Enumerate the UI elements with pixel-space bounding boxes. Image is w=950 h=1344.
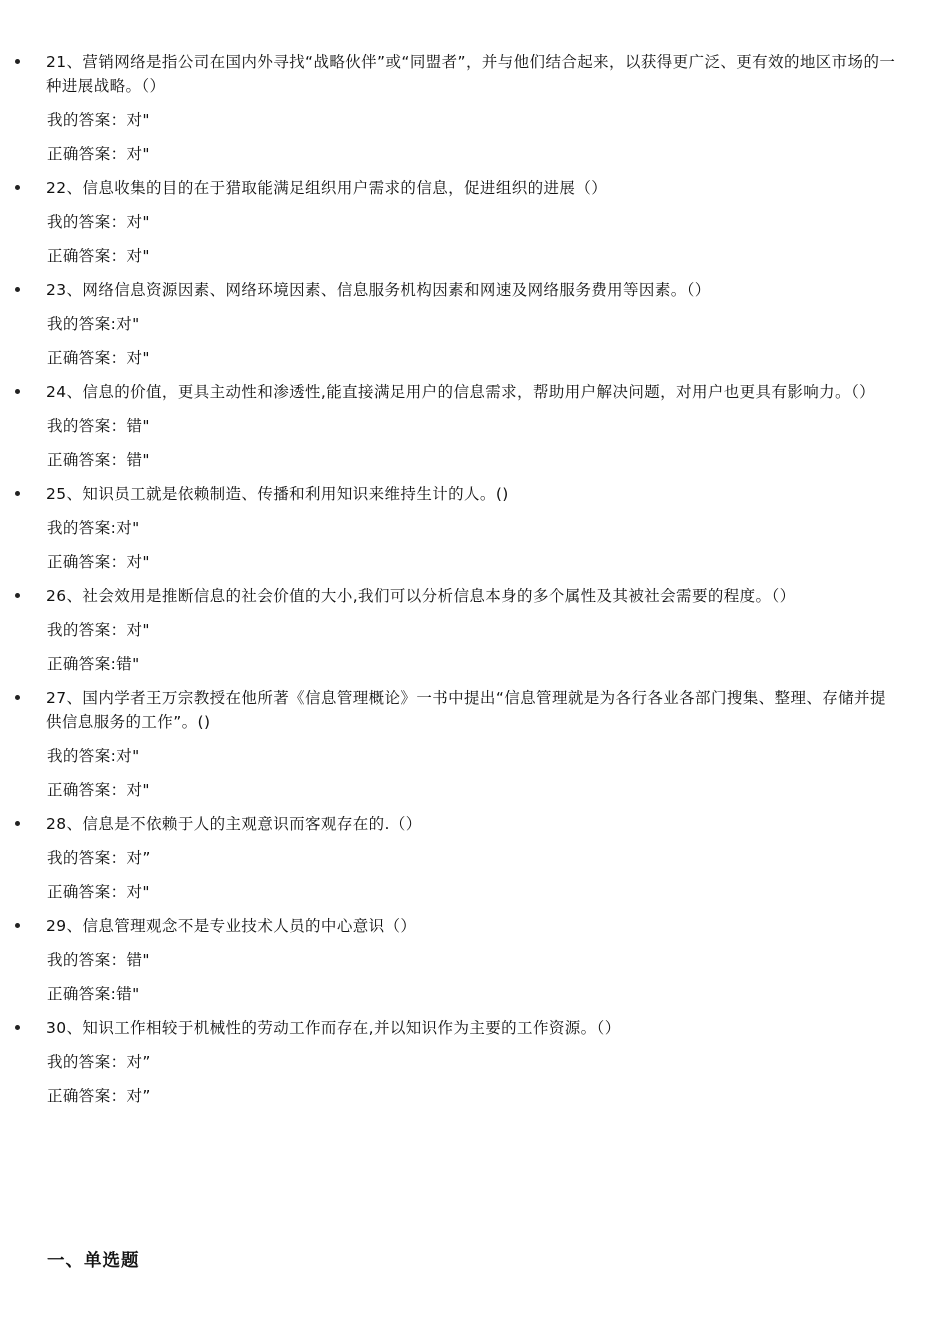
list-item	[0, 914, 950, 1006]
correct-answer: 正确答案：对"	[47, 349, 150, 367]
correct-answer: 正确答案：错"	[47, 451, 150, 469]
my-answer: 我的答案：对"	[47, 111, 150, 129]
correct-answer: 正确答案：对"	[47, 145, 150, 163]
list-item	[0, 1016, 950, 1108]
correct-answer: 正确答案：对"	[47, 883, 150, 901]
correct-answer: 正确答案:错"	[47, 985, 140, 1003]
question-text: 23、网络信息资源因素、网络环境因素、信息服务机构因素和网速及网络服务费用等因素。（）	[46, 281, 711, 299]
my-answer: 我的答案：对"	[47, 213, 150, 231]
question-text: 24、信息的价值，更具主动性和渗透性,能直接满足用户的信息需求，帮助用户解决问题，对用户也更具有影响力。（）	[46, 383, 876, 401]
bullet-icon	[15, 59, 20, 64]
bullet-icon	[15, 491, 20, 496]
my-answer: 我的答案：对”	[47, 1053, 151, 1071]
bullet-icon	[15, 185, 20, 190]
my-answer: 我的答案：对"	[47, 621, 150, 639]
section-heading: 一、单选题	[47, 1251, 140, 1271]
bullet-icon	[15, 389, 20, 394]
list-item	[0, 482, 950, 574]
bullet-icon	[15, 593, 20, 598]
list-item	[0, 176, 950, 268]
my-answer: 我的答案:对"	[47, 747, 140, 765]
list-item	[0, 686, 950, 802]
bullet-icon	[15, 923, 20, 928]
question-text: 27、国内学者王万宗教授在他所著《信息管理概论》一书中提出“信息管理就是为各行各业各部门搜集、整理、存储并提供信息服务的工作”。()	[46, 689, 886, 731]
bullet-icon	[15, 287, 20, 292]
question-text: 25、知识员工就是依赖制造、传播和利用知识来维持生计的人。()	[46, 485, 509, 503]
list-item	[0, 278, 950, 370]
question-text: 26、社会效用是推断信息的社会价值的大小,我们可以分析信息本身的多个属性及其被社会需要的程度。（）	[46, 587, 796, 605]
bullet-icon	[15, 695, 20, 700]
correct-answer: 正确答案：对"	[47, 247, 150, 265]
bullet-icon	[15, 1025, 20, 1030]
my-answer: 我的答案：对”	[47, 849, 151, 867]
correct-answer: 正确答案:错"	[47, 655, 140, 673]
my-answer: 我的答案：错"	[47, 951, 150, 969]
question-text: 30、知识工作相较于机械性的劳动工作而存在,并以知识作为主要的工作资源。（）	[46, 1019, 621, 1037]
list-item	[0, 812, 950, 904]
question-text: 22、信息收集的目的在于猎取能满足组织用户需求的信息，促进组织的进展（）	[46, 179, 608, 197]
question-list	[0, 50, 950, 1118]
bullet-icon	[15, 821, 20, 826]
my-answer: 我的答案:对"	[47, 315, 140, 333]
list-item	[0, 50, 950, 166]
my-answer: 我的答案:对"	[47, 519, 140, 537]
correct-answer: 正确答案：对"	[47, 553, 150, 571]
question-text: 21、营销网络是指公司在国内外寻找“战略伙伴”或“同盟者”，并与他们结合起来，以获得更广泛、更有效的地区市场的一种进展战略。（）	[46, 53, 896, 95]
correct-answer: 正确答案：对”	[47, 1087, 151, 1105]
list-item	[0, 380, 950, 472]
question-text: 29、信息管理观念不是专业技术人员的中心意识（）	[46, 917, 417, 935]
my-answer: 我的答案：错"	[47, 417, 150, 435]
correct-answer: 正确答案：对"	[47, 781, 150, 799]
question-text: 28、信息是不依赖于人的主观意识而客观存在的.（）	[46, 815, 422, 833]
list-item	[0, 584, 950, 676]
